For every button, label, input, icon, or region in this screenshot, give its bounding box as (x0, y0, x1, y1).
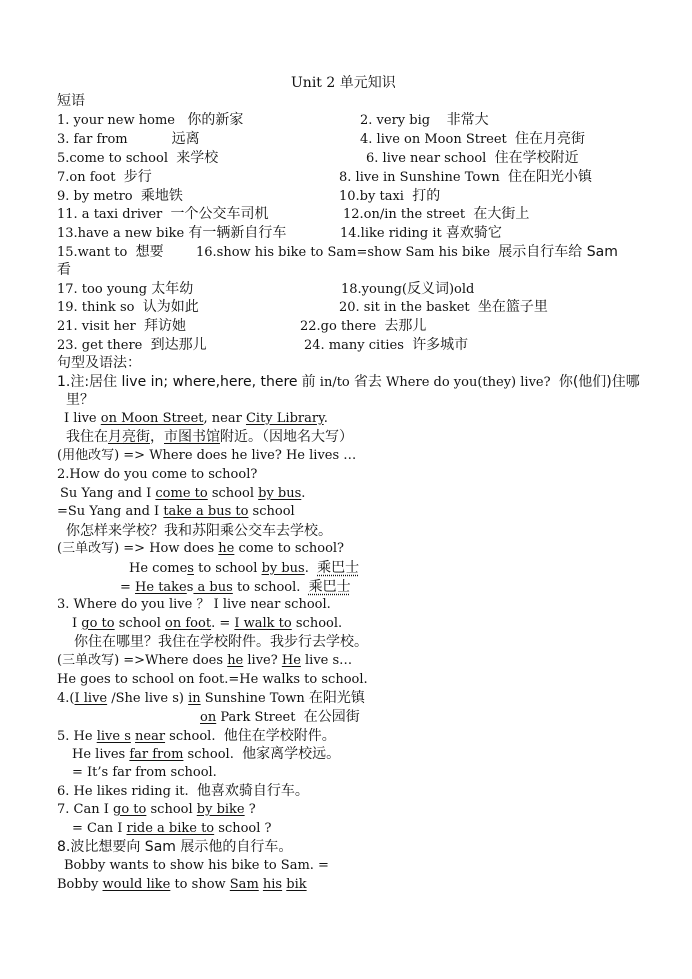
grammar-2-translation: 你怎样来学校？我和苏阳乘公交车去学校。 (66, 523, 332, 539)
grammar-heading: 句型及语法： (57, 355, 141, 371)
grammar-1-translation: 我住在月亮街，市图书馆附近。（因地名大写） (66, 429, 353, 445)
phrase-11: 11. a taxi driver 一个公交车司机 (57, 206, 269, 222)
phrase-8: 8. live in Sunshine Town 住在阳光小镇 (339, 169, 592, 185)
grammar-4-line-2: on Park Street 在公园街 (200, 709, 360, 725)
grammar-5-line-2: He lives far from school. 他家离学校远。 (72, 746, 341, 762)
grammar-2-rewrite-2: = He takes a bus to school. 乘巴士 (120, 579, 351, 595)
grammar-1-note-cont: 里？ (66, 392, 94, 408)
grammar-7-line-1: 7. Can I go to school by bike ? (57, 802, 256, 817)
grammar-2-question: 2.How do you come to school? (57, 467, 258, 482)
phrase-20: 20. sit in the basket 坐在篮子里 (339, 299, 548, 315)
grammar-2-rewrite-1: He comes to school by bus. 乘巴士 (129, 560, 360, 576)
phrases-heading: 短语 (57, 93, 85, 109)
grammar-3-rewrite: (三单改写) =>Where does he live? He live s… (57, 653, 353, 668)
grammar-8-line-1: Bobby wants to show his bike to Sam. = (64, 858, 329, 873)
phrase-19: 19. think so 认为如此 (57, 299, 199, 315)
grammar-2-answer-2: =Su Yang and I take a bus to school (57, 504, 295, 519)
phrase-22: 22.go there 去那儿 (300, 318, 427, 334)
grammar-1-note: 1.注:居住 live in; where,here, there 前 in/to 省去 Where do you(they) live? 你(他们)住哪 (57, 374, 640, 390)
phrase-1: 1. your new home 你的新家 (57, 112, 244, 128)
phrase-3: 3. far from 远离 (57, 131, 200, 147)
grammar-1-rewrite: (用他改写) => Where does he live? He lives … (57, 448, 357, 463)
phrase-2: 2. very big 非常大 (360, 112, 489, 128)
phrase-5: 5.come to school 来学校 (57, 150, 219, 166)
grammar-2-answer-1: Su Yang and I come to school by bus. (60, 486, 306, 501)
phrase-21: 21. visit her 拜访她 (57, 318, 187, 334)
grammar-3-rewrite-2: He goes to school on foot.=He walks to school. (57, 672, 368, 687)
phrase-4: 4. live on Moon Street 住在月亮街 (360, 131, 586, 147)
phrase-7: 7.on foot 步行 (57, 169, 152, 185)
grammar-3-translation: 你住在哪里？我住在学校附件。我步行去学校。 (74, 634, 368, 650)
phrase-6: 6. live near school 住在学校附近 (366, 150, 579, 166)
phrase-16: 16.show his bike to Sam=show Sam his bike 展示自行车给 Sam (196, 244, 618, 260)
phrase-14: 14.like riding it 喜欢骑它 (340, 225, 502, 241)
phrase-23: 23. get there 到达那儿 (57, 337, 207, 353)
grammar-8-translation: 8.波比想要向 Sam 展示他的自行车。 (57, 839, 293, 855)
grammar-4-line-1: 4.(I live /She live s) in Sunshine Town 在阳光镇 (57, 690, 365, 706)
phrase-17: 17. too young 太年幼 (57, 281, 194, 297)
phrase-10: 10.by taxi 打的 (339, 188, 441, 204)
phrase-24: 24. many cities 许多城市 (304, 337, 469, 353)
phrase-18: 18.young(反义词)old (341, 281, 475, 297)
phrase-9: 9. by metro 乘地铁 (57, 188, 183, 204)
grammar-5-line-1: 5. He live s near school. 他住在学校附件。 (57, 728, 336, 744)
phrase-16-cont: 看 (57, 262, 71, 278)
grammar-3-answer: I go to school on foot. = I walk to school. (72, 616, 343, 631)
grammar-7-line-2: = Can I ride a bike to school ? (72, 821, 272, 836)
phrase-12: 12.on/in the street 在大街上 (343, 206, 530, 222)
grammar-2-rewrite: (三单改写) => How does he come to school? (57, 541, 345, 556)
grammar-5-line-3: = It’s far from school. (72, 765, 217, 780)
grammar-8-line-2: Bobby would like to show Sam his bik (57, 877, 307, 892)
grammar-1-sentence: I live on Moon Street, near City Library. (64, 411, 328, 426)
grammar-3-question: 3. Where do you live ？ I live near school. (57, 597, 331, 612)
phrase-13: 13.have a new bike 有一辆新自行车 (57, 225, 287, 241)
phrase-15: 15.want to 想要 (57, 244, 164, 260)
page-title: Unit 2 单元知识 (291, 75, 396, 91)
grammar-6: 6. He likes riding it. 他喜欢骑自行车。 (57, 783, 309, 799)
